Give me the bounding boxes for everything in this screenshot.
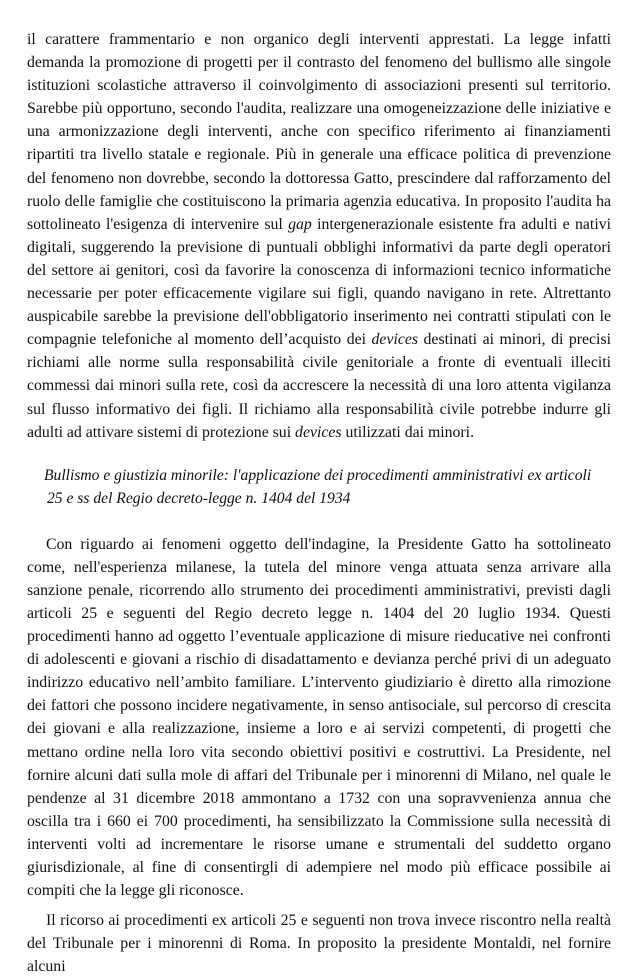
section-heading-line-1: Bullismo e giustizia minorile: l'applicazione dei procedimenti amministrativi ex articoli: [44, 466, 592, 484]
body-paragraph-1: [27, 28, 611, 444]
body-paragraph-2: Con riguardo ai fenomeni oggetto dell'indagine, la Presidente Gatto ha sottolineato come, nell'esperienza milanese, la tutela del minore venga attuata senza arrivare alla sanzione penale, ricorrendo allo strumento dei procedimenti amministrativi, previsti dagli articoli 25 e seguenti del Regio decreto legge n. 1404 del 20 luglio 1934. Questi procedimenti hanno ad oggetto l’eventuale applicazione di misure rieducative nei confronti di adolescenti e giovani a rischio di disadattamento e devianza perché privi di un adeguato indirizzo educativo nell’ambito familiare. L’intervento giudiziario è diretto alla rimozione dei fattori che possono incidere negativamente, in senso antisociale, sul percorso di crescita dei giovani e alla realizzazione, insieme a loro e ai servizi competenti, di progetti che mettano ordine nella loro vita secondo obiettivi positivi e costruttivi. La Presidente, nel fornire alcuni dati sulla mole di affari del Tribunale per i minorenni di Milano, nel quale le pendenze al 31 dicembre 2018 ammontano a 1732 con una sopravvenienza annua che oscilla tra i 660 ei 700 procedimenti, ha sensibilizzato la Commissione sulla necessità di interventi volti ad incrementare le risorse umane e strumentali del suddetto organo giurisdizionale, al fine di consentirgli di adempiere nel modo più efficace possibile ai compiti che la legge gli riconosce.: [27, 535, 611, 900]
paragraph-1-text-a: il carattere frammentario e non organico degli interventi apprestati. La legge infatti demanda la promozione di progetti per il contrasto del fenomeno del bullismo alle singole istituzioni scolastiche attraverso il coinvolgimento di associazioni presenti sul territorio. Sarebbe più opportuno, secondo l'audita, realizzare una omogeneizzazione delle iniziative e una armonizzazione degli interventi, anche con specifico riferimento ai finanziamenti ripartiti tra livello statale e regionale. Più in generale una efficace politica di prevenzione del fenomeno non dovrebbe, secondo la dottoressa Gatto, prescindere dal rafforzamento del ruolo delle famiglie che costituiscono la primaria agenzia educativa. In proposito l'audita ha sottolineato l'esigenza di intervenire sul: [27, 31, 611, 233]
heading-spacer: [27, 511, 611, 533]
paragraph-1-text-c: destinati ai minori, di precisi richiami alle norme sulla responsabilità civile genitoriale a fronte di eventuali illeciti commessi dai minori sulla rete, così da accrescere la necessità di una loro attenta vigilanza sul flusso informativo dei figli. Il richiamo alla responsabilità civile potrebbe indurre gli adulti ad attivare sistemi di protezione sui: [27, 331, 611, 441]
section-heading-line-2: 25 e ss del Regio decreto-legge n. 1404 del 1934: [47, 490, 351, 508]
document-page: [27, 28, 611, 978]
paragraph-1-italic-devices-2: devices: [295, 423, 342, 441]
body-paragraph-3: Il ricorso ai procedimenti ex articoli 25 e seguenti non trova invece riscontro nella realtà del Tribunale per i minorenni di Roma. In proposito la presidente Montaldi, nel fornire alcuni: [27, 912, 611, 976]
paragraph-1-italic-gap: gap: [288, 215, 312, 233]
paragraph-1-text-b: intergenerazionale esistente fra adulti e nativi digitali, suggerendo la previsione di puntuali obblighi informativi da parte degli operatori del settore ai genitori, così da favorire la conoscenza di informazioni tecnico informatiche necessarie per poter efficacemente vigilare sui figli, quando navigano in rete. Altrettanto auspicabile sarebbe la previsione dell'obbligatorio inserimento nei contratti stipulati con le compagnie telefoniche al momento dell’acquisto dei: [27, 215, 611, 349]
section-heading: [27, 464, 611, 511]
paragraph-1-italic-devices-1: devices: [371, 331, 419, 349]
paragraph-1-text-d: utilizzati dai minori.: [341, 423, 475, 441]
